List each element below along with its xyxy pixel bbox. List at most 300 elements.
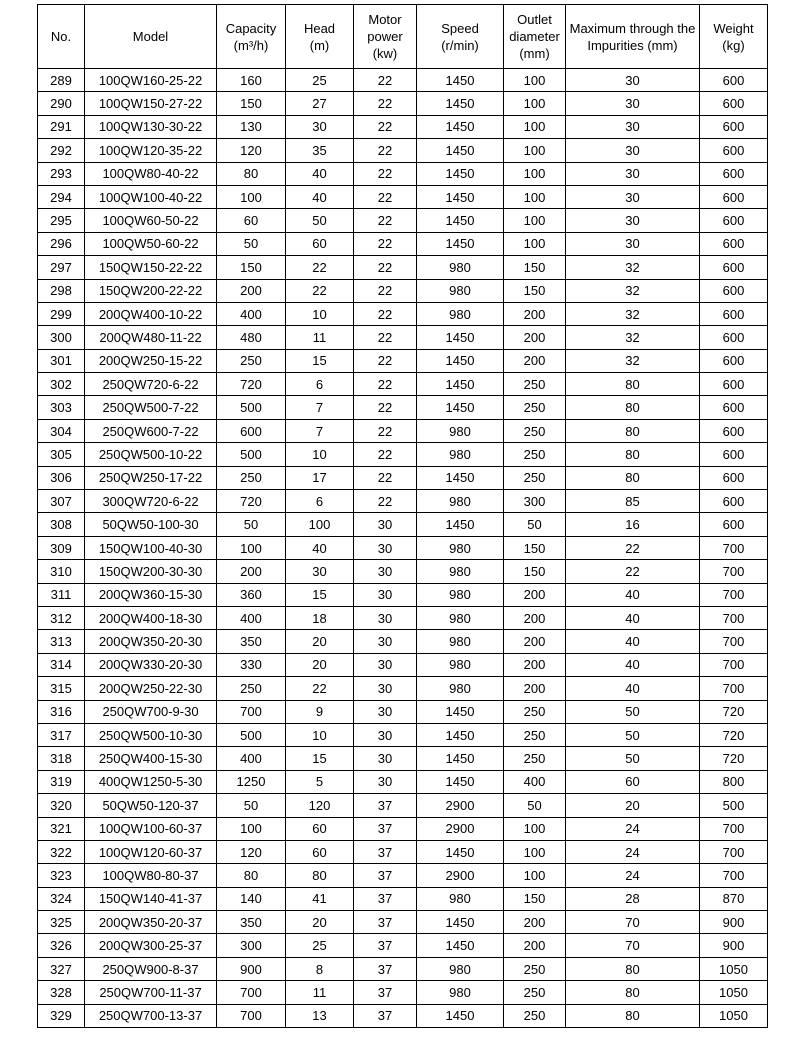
cell-outlet-diameter: 200	[504, 583, 566, 606]
cell-model: 250QW500-10-30	[85, 723, 217, 746]
cell-motor-power: 22	[354, 419, 417, 442]
cell-no: 328	[38, 981, 85, 1004]
cell-capacity: 80	[217, 162, 286, 185]
cell-max-impurities: 40	[566, 677, 700, 700]
cell-no: 289	[38, 69, 85, 92]
cell-model: 250QW700-9-30	[85, 700, 217, 723]
cell-weight: 600	[700, 466, 768, 489]
cell-model: 200QW480-11-22	[85, 326, 217, 349]
cell-model: 200QW250-22-30	[85, 677, 217, 700]
cell-capacity: 200	[217, 279, 286, 302]
cell-speed: 980	[417, 419, 504, 442]
table-row	[38, 1004, 768, 1027]
cell-no: 320	[38, 794, 85, 817]
cell-motor-power: 37	[354, 864, 417, 887]
cell-motor-power: 30	[354, 583, 417, 606]
cell-model: 200QW250-15-22	[85, 349, 217, 372]
cell-capacity: 500	[217, 396, 286, 419]
cell-head: 25	[286, 69, 354, 92]
cell-motor-power: 22	[354, 256, 417, 279]
cell-head: 15	[286, 349, 354, 372]
cell-head: 27	[286, 92, 354, 115]
cell-motor-power: 22	[354, 326, 417, 349]
cell-outlet-diameter: 250	[504, 373, 566, 396]
col-capacity-header	[217, 5, 286, 69]
cell-head: 10	[286, 302, 354, 325]
cell-weight: 800	[700, 770, 768, 793]
cell-no: 326	[38, 934, 85, 957]
header-line: diameter	[509, 29, 560, 44]
cell-weight: 700	[700, 864, 768, 887]
table-row	[38, 817, 768, 840]
cell-max-impurities: 40	[566, 583, 700, 606]
cell-model: 100QW130-30-22	[85, 115, 217, 138]
cell-motor-power: 30	[354, 513, 417, 536]
cell-weight: 700	[700, 653, 768, 676]
cell-model: 250QW700-11-37	[85, 981, 217, 1004]
cell-capacity: 350	[217, 630, 286, 653]
cell-speed: 980	[417, 560, 504, 583]
table-row	[38, 536, 768, 559]
cell-capacity: 360	[217, 583, 286, 606]
table-row	[38, 513, 768, 536]
cell-head: 11	[286, 326, 354, 349]
cell-outlet-diameter: 50	[504, 513, 566, 536]
header-line: Model	[132, 29, 169, 44]
cell-max-impurities: 20	[566, 794, 700, 817]
cell-speed: 980	[417, 630, 504, 653]
cell-max-impurities: 32	[566, 256, 700, 279]
cell-head: 10	[286, 443, 354, 466]
cell-no: 302	[38, 373, 85, 396]
cell-max-impurities: 30	[566, 162, 700, 185]
cell-max-impurities: 32	[566, 302, 700, 325]
table-row	[38, 677, 768, 700]
cell-model: 200QW330-20-30	[85, 653, 217, 676]
cell-capacity: 100	[217, 536, 286, 559]
table-body	[38, 69, 768, 1028]
cell-capacity: 120	[217, 840, 286, 863]
cell-capacity: 150	[217, 256, 286, 279]
header-line: (kg)	[722, 37, 745, 53]
cell-speed: 1450	[417, 69, 504, 92]
cell-head: 22	[286, 677, 354, 700]
header-row	[38, 5, 768, 69]
cell-max-impurities: 40	[566, 606, 700, 629]
cell-max-impurities: 22	[566, 536, 700, 559]
cell-outlet-diameter: 200	[504, 326, 566, 349]
cell-speed: 980	[417, 957, 504, 980]
cell-head: 7	[286, 419, 354, 442]
cell-head: 60	[286, 817, 354, 840]
table-header	[38, 5, 768, 69]
cell-no: 322	[38, 840, 85, 863]
table-row	[38, 583, 768, 606]
table-row	[38, 185, 768, 208]
cell-no: 306	[38, 466, 85, 489]
cell-capacity: 720	[217, 490, 286, 513]
cell-outlet-diameter: 150	[504, 256, 566, 279]
cell-outlet-diameter: 150	[504, 279, 566, 302]
cell-capacity: 500	[217, 723, 286, 746]
cell-max-impurities: 80	[566, 373, 700, 396]
cell-motor-power: 30	[354, 653, 417, 676]
table-row	[38, 256, 768, 279]
cell-capacity: 100	[217, 817, 286, 840]
cell-outlet-diameter: 250	[504, 396, 566, 419]
cell-motor-power: 30	[354, 536, 417, 559]
cell-no: 298	[38, 279, 85, 302]
table-row	[38, 69, 768, 92]
cell-model: 100QW100-40-22	[85, 185, 217, 208]
cell-head: 60	[286, 840, 354, 863]
cell-outlet-diameter: 250	[504, 981, 566, 1004]
cell-head: 13	[286, 1004, 354, 1027]
cell-capacity: 160	[217, 69, 286, 92]
cell-capacity: 1250	[217, 770, 286, 793]
cell-motor-power: 37	[354, 981, 417, 1004]
cell-motor-power: 30	[354, 560, 417, 583]
cell-model: 100QW120-60-37	[85, 840, 217, 863]
cell-weight: 500	[700, 794, 768, 817]
cell-motor-power: 22	[354, 373, 417, 396]
cell-max-impurities: 24	[566, 817, 700, 840]
cell-head: 60	[286, 232, 354, 255]
cell-max-impurities: 32	[566, 279, 700, 302]
cell-speed: 1450	[417, 139, 504, 162]
cell-motor-power: 37	[354, 1004, 417, 1027]
cell-motor-power: 22	[354, 185, 417, 208]
cell-speed: 980	[417, 279, 504, 302]
cell-capacity: 480	[217, 326, 286, 349]
cell-speed: 1450	[417, 747, 504, 770]
cell-speed: 1450	[417, 185, 504, 208]
cell-capacity: 150	[217, 92, 286, 115]
cell-max-impurities: 60	[566, 770, 700, 793]
cell-no: 304	[38, 419, 85, 442]
cell-capacity: 130	[217, 115, 286, 138]
cell-motor-power: 37	[354, 934, 417, 957]
cell-capacity: 350	[217, 911, 286, 934]
cell-no: 291	[38, 115, 85, 138]
cell-no: 295	[38, 209, 85, 232]
cell-no: 329	[38, 1004, 85, 1027]
table-row	[38, 443, 768, 466]
cell-head: 10	[286, 723, 354, 746]
cell-no: 317	[38, 723, 85, 746]
cell-weight: 1050	[700, 981, 768, 1004]
cell-capacity: 50	[217, 232, 286, 255]
cell-no: 308	[38, 513, 85, 536]
cell-model: 50QW50-100-30	[85, 513, 217, 536]
cell-no: 305	[38, 443, 85, 466]
cell-head: 5	[286, 770, 354, 793]
cell-capacity: 250	[217, 466, 286, 489]
cell-no: 307	[38, 490, 85, 513]
cell-head: 41	[286, 887, 354, 910]
cell-max-impurities: 70	[566, 934, 700, 957]
cell-model: 200QW350-20-37	[85, 911, 217, 934]
cell-speed: 1450	[417, 162, 504, 185]
cell-outlet-diameter: 250	[504, 443, 566, 466]
cell-model: 250QW250-17-22	[85, 466, 217, 489]
cell-max-impurities: 32	[566, 349, 700, 372]
table-row	[38, 326, 768, 349]
cell-weight: 600	[700, 490, 768, 513]
cell-head: 17	[286, 466, 354, 489]
cell-outlet-diameter: 100	[504, 840, 566, 863]
cell-max-impurities: 40	[566, 630, 700, 653]
cell-capacity: 50	[217, 513, 286, 536]
cell-head: 25	[286, 934, 354, 957]
cell-speed: 980	[417, 606, 504, 629]
cell-no: 290	[38, 92, 85, 115]
cell-no: 311	[38, 583, 85, 606]
cell-no: 294	[38, 185, 85, 208]
cell-weight: 600	[700, 513, 768, 536]
cell-outlet-diameter: 200	[504, 349, 566, 372]
cell-weight: 700	[700, 677, 768, 700]
cell-weight: 1050	[700, 957, 768, 980]
cell-no: 319	[38, 770, 85, 793]
cell-outlet-diameter: 400	[504, 770, 566, 793]
cell-no: 324	[38, 887, 85, 910]
cell-no: 323	[38, 864, 85, 887]
cell-model: 150QW200-22-22	[85, 279, 217, 302]
cell-speed: 980	[417, 490, 504, 513]
cell-speed: 980	[417, 653, 504, 676]
cell-max-impurities: 30	[566, 92, 700, 115]
cell-no: 309	[38, 536, 85, 559]
header-line: (m)	[309, 37, 330, 53]
cell-weight: 720	[700, 747, 768, 770]
cell-max-impurities: 22	[566, 560, 700, 583]
cell-motor-power: 22	[354, 162, 417, 185]
col-head-header	[286, 5, 354, 69]
cell-outlet-diameter: 200	[504, 302, 566, 325]
cell-no: 301	[38, 349, 85, 372]
cell-motor-power: 37	[354, 794, 417, 817]
table-row	[38, 396, 768, 419]
cell-no: 297	[38, 256, 85, 279]
cell-weight: 600	[700, 256, 768, 279]
cell-outlet-diameter: 100	[504, 864, 566, 887]
cell-motor-power: 37	[354, 957, 417, 980]
col-speed-header	[417, 5, 504, 69]
cell-head: 6	[286, 490, 354, 513]
cell-model: 100QW80-40-22	[85, 162, 217, 185]
cell-outlet-diameter: 100	[504, 115, 566, 138]
cell-head: 100	[286, 513, 354, 536]
cell-max-impurities: 80	[566, 466, 700, 489]
cell-model: 250QW720-6-22	[85, 373, 217, 396]
cell-outlet-diameter: 250	[504, 723, 566, 746]
cell-capacity: 250	[217, 349, 286, 372]
cell-motor-power: 30	[354, 630, 417, 653]
cell-capacity: 60	[217, 209, 286, 232]
table-row	[38, 232, 768, 255]
cell-capacity: 330	[217, 653, 286, 676]
cell-max-impurities: 30	[566, 115, 700, 138]
table-row	[38, 115, 768, 138]
table-row	[38, 794, 768, 817]
cell-speed: 2900	[417, 794, 504, 817]
table-row	[38, 209, 768, 232]
header-line: (mm)	[519, 46, 550, 61]
cell-motor-power: 37	[354, 817, 417, 840]
col-outlet-diameter-header	[504, 5, 566, 69]
cell-model: 50QW50-120-37	[85, 794, 217, 817]
cell-model: 250QW700-13-37	[85, 1004, 217, 1027]
cell-outlet-diameter: 250	[504, 466, 566, 489]
cell-outlet-diameter: 300	[504, 490, 566, 513]
cell-speed: 980	[417, 887, 504, 910]
cell-outlet-diameter: 250	[504, 419, 566, 442]
cell-max-impurities: 50	[566, 700, 700, 723]
table-row	[38, 162, 768, 185]
cell-max-impurities: 30	[566, 185, 700, 208]
table-row	[38, 911, 768, 934]
table-row	[38, 887, 768, 910]
col-model-header	[85, 5, 217, 69]
cell-no: 316	[38, 700, 85, 723]
cell-speed: 1450	[417, 723, 504, 746]
header-line: Speed	[441, 20, 479, 36]
cell-no: 325	[38, 911, 85, 934]
cell-motor-power: 30	[354, 770, 417, 793]
cell-model: 100QW100-60-37	[85, 817, 217, 840]
cell-model: 200QW400-18-30	[85, 606, 217, 629]
cell-weight: 1050	[700, 1004, 768, 1027]
cell-model: 200QW400-10-22	[85, 302, 217, 325]
header-line: Outlet	[517, 12, 552, 27]
cell-motor-power: 37	[354, 887, 417, 910]
cell-max-impurities: 30	[566, 232, 700, 255]
table-row	[38, 92, 768, 115]
cell-weight: 900	[700, 934, 768, 957]
cell-weight: 600	[700, 302, 768, 325]
table-row	[38, 864, 768, 887]
cell-head: 6	[286, 373, 354, 396]
cell-outlet-diameter: 200	[504, 653, 566, 676]
cell-head: 20	[286, 911, 354, 934]
cell-outlet-diameter: 100	[504, 69, 566, 92]
cell-max-impurities: 50	[566, 723, 700, 746]
table-row	[38, 934, 768, 957]
cell-model: 200QW360-15-30	[85, 583, 217, 606]
cell-speed: 980	[417, 256, 504, 279]
cell-motor-power: 30	[354, 677, 417, 700]
cell-model: 300QW720-6-22	[85, 490, 217, 513]
cell-model: 150QW200-30-30	[85, 560, 217, 583]
cell-motor-power: 30	[354, 747, 417, 770]
table-row	[38, 606, 768, 629]
header-line: Capacity	[225, 20, 277, 36]
cell-speed: 1450	[417, 232, 504, 255]
cell-speed: 1450	[417, 466, 504, 489]
cell-speed: 1450	[417, 700, 504, 723]
cell-outlet-diameter: 250	[504, 700, 566, 723]
cell-model: 100QW150-27-22	[85, 92, 217, 115]
col-max-impurities-header	[566, 5, 700, 69]
cell-speed: 1450	[417, 1004, 504, 1027]
cell-model: 100QW60-50-22	[85, 209, 217, 232]
cell-no: 313	[38, 630, 85, 653]
cell-outlet-diameter: 200	[504, 677, 566, 700]
cell-max-impurities: 80	[566, 1004, 700, 1027]
cell-no: 299	[38, 302, 85, 325]
cell-outlet-diameter: 150	[504, 560, 566, 583]
cell-max-impurities: 30	[566, 139, 700, 162]
cell-motor-power: 22	[354, 92, 417, 115]
cell-head: 11	[286, 981, 354, 1004]
cell-capacity: 400	[217, 747, 286, 770]
cell-speed: 980	[417, 677, 504, 700]
cell-speed: 1450	[417, 326, 504, 349]
cell-motor-power: 22	[354, 302, 417, 325]
cell-outlet-diameter: 250	[504, 957, 566, 980]
cell-weight: 600	[700, 326, 768, 349]
cell-max-impurities: 85	[566, 490, 700, 513]
cell-speed: 980	[417, 443, 504, 466]
cell-max-impurities: 40	[566, 653, 700, 676]
cell-max-impurities: 80	[566, 981, 700, 1004]
cell-head: 80	[286, 864, 354, 887]
cell-outlet-diameter: 250	[504, 1004, 566, 1027]
pump-spec-table	[37, 4, 768, 1028]
cell-capacity: 700	[217, 700, 286, 723]
cell-model: 200QW300-25-37	[85, 934, 217, 957]
header-line: Impurities (mm)	[587, 37, 678, 53]
cell-weight: 600	[700, 396, 768, 419]
cell-motor-power: 22	[354, 396, 417, 419]
cell-weight: 720	[700, 700, 768, 723]
cell-max-impurities: 80	[566, 396, 700, 419]
cell-head: 15	[286, 583, 354, 606]
cell-motor-power: 22	[354, 466, 417, 489]
table-row	[38, 957, 768, 980]
cell-speed: 980	[417, 981, 504, 1004]
cell-weight: 600	[700, 232, 768, 255]
cell-capacity: 700	[217, 1004, 286, 1027]
cell-max-impurities: 80	[566, 957, 700, 980]
header-line: Weight	[713, 20, 754, 36]
cell-head: 22	[286, 256, 354, 279]
table-row	[38, 560, 768, 583]
cell-max-impurities: 80	[566, 419, 700, 442]
cell-weight: 600	[700, 92, 768, 115]
cell-model: 100QW80-80-37	[85, 864, 217, 887]
cell-capacity: 250	[217, 677, 286, 700]
header-line: (m³/h)	[233, 37, 269, 53]
table-row	[38, 840, 768, 863]
cell-speed: 1450	[417, 934, 504, 957]
cell-motor-power: 37	[354, 840, 417, 863]
cell-model: 100QW50-60-22	[85, 232, 217, 255]
header-line: (r/min)	[441, 37, 479, 53]
header-line: power	[367, 29, 403, 44]
cell-no: 303	[38, 396, 85, 419]
cell-model: 250QW500-7-22	[85, 396, 217, 419]
cell-head: 120	[286, 794, 354, 817]
cell-motor-power: 22	[354, 115, 417, 138]
table-row	[38, 723, 768, 746]
cell-motor-power: 22	[354, 443, 417, 466]
cell-max-impurities: 30	[566, 69, 700, 92]
table-row	[38, 700, 768, 723]
cell-capacity: 300	[217, 934, 286, 957]
cell-capacity: 120	[217, 139, 286, 162]
